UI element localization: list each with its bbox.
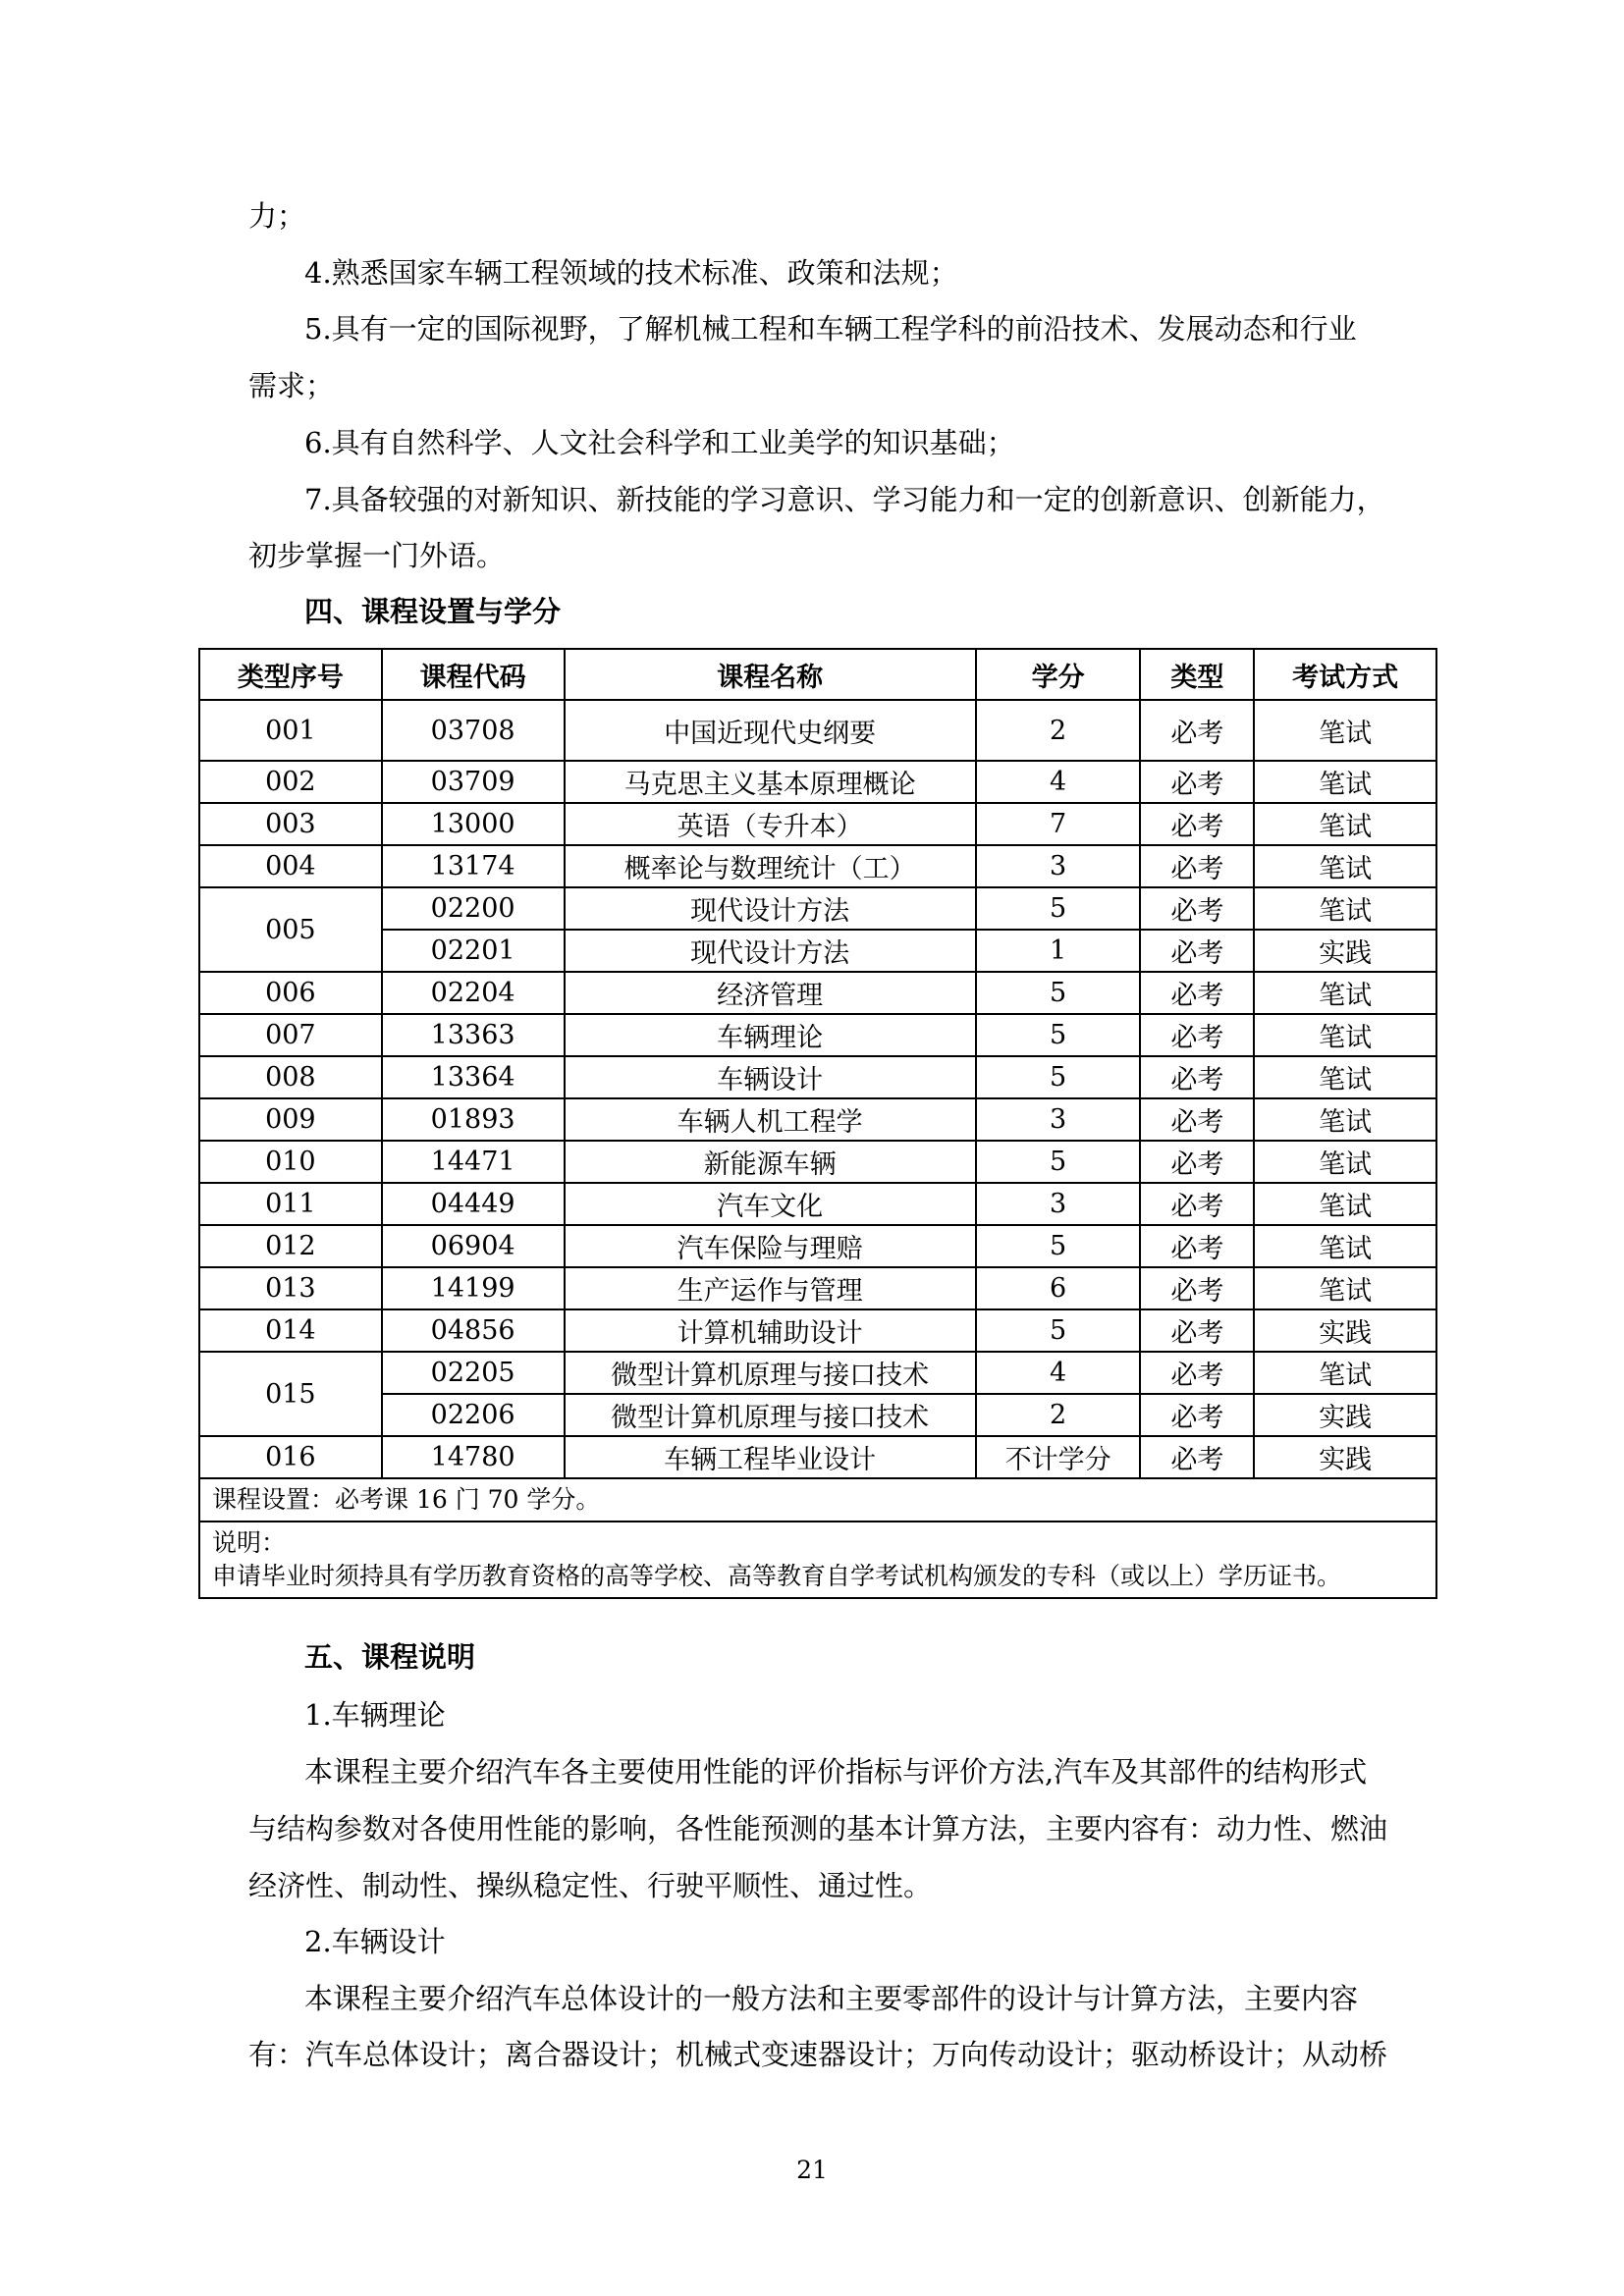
paragraph-line: 与结构参数对各使用性能的影响，各性能预测的基本计算方法，主要内容有：动力性、燃油 — [248, 1812, 1388, 1845]
table-row — [199, 700, 1436, 761]
cell-code: 14199 — [382, 1267, 565, 1309]
table-row — [199, 761, 1436, 803]
cell-exam: 笔试 — [1254, 972, 1436, 1014]
cell-code: 02204 — [382, 972, 565, 1014]
cell-code: 04449 — [382, 1183, 565, 1225]
cell-type: 必考 — [1140, 803, 1254, 845]
table-row — [199, 972, 1436, 1014]
paragraph-line: 初步掌握一门外语。 — [248, 539, 506, 572]
table-row — [199, 1352, 1436, 1394]
cell-type: 必考 — [1140, 761, 1254, 803]
section-heading: 四、课程设置与学分 — [304, 595, 562, 628]
note-cell — [199, 1522, 1436, 1598]
cell-seq: 010 — [199, 1141, 382, 1183]
cell-exam: 实践 — [1254, 1436, 1436, 1478]
cell-exam: 笔试 — [1254, 1267, 1436, 1309]
cell-exam: 笔试 — [1254, 1014, 1436, 1056]
cell-seq: 014 — [199, 1309, 382, 1352]
cell-exam: 实践 — [1254, 1394, 1436, 1436]
cell-code: 14780 — [382, 1436, 565, 1478]
cell-credit: 3 — [976, 1098, 1141, 1141]
table-row — [199, 1394, 1436, 1436]
paragraph-line: 本课程主要介绍汽车总体设计的一般方法和主要零部件的设计与计算方法，主要内容 — [304, 1982, 1359, 2015]
table-row — [199, 1056, 1436, 1098]
cell-type: 必考 — [1140, 1056, 1254, 1098]
cell-type: 必考 — [1140, 887, 1254, 930]
cell-credit: 不计学分 — [976, 1436, 1141, 1478]
cell-name: 现代设计方法 — [565, 887, 976, 930]
page-number: 21 — [796, 2156, 828, 2184]
cell-seq: 016 — [199, 1436, 382, 1478]
cell-code: 03709 — [382, 761, 565, 803]
note-text: 申请毕业时须持具有学历教育资格的高等学校、高等教育自学考试机构颁发的专科（或以上）学历证书。 — [212, 1562, 1342, 1590]
header-credit: 学分 — [976, 649, 1141, 700]
cell-seq: 008 — [199, 1056, 382, 1098]
course-title: 1.车辆理论 — [304, 1698, 446, 1732]
cell-name: 微型计算机原理与接口技术 — [565, 1352, 976, 1394]
table-row — [199, 1309, 1436, 1352]
cell-code: 13000 — [382, 803, 565, 845]
table-row — [199, 1098, 1436, 1141]
cell-credit: 3 — [976, 1183, 1141, 1225]
cell-credit: 3 — [976, 845, 1141, 887]
cell-name: 计算机辅助设计 — [565, 1309, 976, 1352]
cell-name: 英语（专升本） — [565, 803, 976, 845]
table-row — [199, 1141, 1436, 1183]
cell-exam: 笔试 — [1254, 1098, 1436, 1141]
cell-type: 必考 — [1140, 1267, 1254, 1309]
cell-name: 微型计算机原理与接口技术 — [565, 1394, 976, 1436]
cell-exam: 实践 — [1254, 930, 1436, 972]
cell-type: 必考 — [1140, 1225, 1254, 1267]
table-summary-row — [199, 1478, 1436, 1522]
cell-exam: 笔试 — [1254, 887, 1436, 930]
cell-name: 经济管理 — [565, 972, 976, 1014]
cell-code: 02206 — [382, 1394, 565, 1436]
cell-seq: 005 — [199, 887, 382, 972]
cell-name: 生产运作与管理 — [565, 1267, 976, 1309]
cell-credit: 5 — [976, 1309, 1141, 1352]
cell-type: 必考 — [1140, 1394, 1254, 1436]
cell-code: 02205 — [382, 1352, 565, 1394]
paragraph-line: 需求； — [248, 369, 335, 402]
cell-name: 汽车保险与理赔 — [565, 1225, 976, 1267]
cell-credit: 5 — [976, 1141, 1141, 1183]
paragraph-line: 力； — [248, 199, 306, 233]
paragraph-line: 6.具有自然科学、人文社会科学和工业美学的知识基础； — [304, 426, 1015, 459]
table-row — [199, 845, 1436, 887]
paragraph-line: 有：汽车总体设计；离合器设计；机械式变速器设计；万向传动设计；驱动桥设计；从动桥 — [248, 2038, 1388, 2071]
cell-type: 必考 — [1140, 1436, 1254, 1478]
cell-type: 必考 — [1140, 700, 1254, 761]
table-row — [199, 803, 1436, 845]
cell-code: 04856 — [382, 1309, 565, 1352]
paragraph-line: 5.具有一定的国际视野，了解机械工程和车辆工程学科的前沿技术、发展动态和行业 — [304, 312, 1357, 346]
cell-credit: 4 — [976, 1352, 1141, 1394]
cell-name: 车辆人机工程学 — [565, 1098, 976, 1141]
table-row — [199, 1436, 1436, 1478]
cell-name: 车辆理论 — [565, 1014, 976, 1056]
cell-exam: 笔试 — [1254, 803, 1436, 845]
cell-credit: 6 — [976, 1267, 1141, 1309]
cell-type: 必考 — [1140, 1014, 1254, 1056]
course-title: 2.车辆设计 — [304, 1925, 446, 1958]
table-header-row — [199, 649, 1436, 700]
cell-name: 车辆工程毕业设计 — [565, 1436, 976, 1478]
cell-exam: 实践 — [1254, 1309, 1436, 1352]
header-type: 类型 — [1140, 649, 1254, 700]
cell-seq: 013 — [199, 1267, 382, 1309]
paragraph-line: 经济性、制动性、操纵稳定性、行驶平顺性、通过性。 — [248, 1869, 933, 1902]
cell-credit: 2 — [976, 1394, 1141, 1436]
cell-exam: 笔试 — [1254, 845, 1436, 887]
cell-seq: 001 — [199, 700, 382, 761]
cell-exam: 笔试 — [1254, 1141, 1436, 1183]
cell-seq: 007 — [199, 1014, 382, 1056]
cell-type: 必考 — [1140, 1352, 1254, 1394]
cell-credit: 5 — [976, 1056, 1141, 1098]
cell-seq: 009 — [199, 1098, 382, 1141]
cell-credit: 5 — [976, 1225, 1141, 1267]
table-row — [199, 1225, 1436, 1267]
cell-exam: 笔试 — [1254, 1225, 1436, 1267]
cell-credit: 4 — [976, 761, 1141, 803]
paragraph-line: 4.熟悉国家车辆工程领域的技术标准、政策和法规； — [304, 256, 958, 290]
table-row — [199, 1183, 1436, 1225]
cell-type: 必考 — [1140, 1183, 1254, 1225]
cell-code: 02200 — [382, 887, 565, 930]
note-title: 说明： — [212, 1528, 287, 1557]
table-row — [199, 1267, 1436, 1309]
cell-type: 必考 — [1140, 1309, 1254, 1352]
cell-code: 14471 — [382, 1141, 565, 1183]
cell-seq: 015 — [199, 1352, 382, 1436]
header-name: 课程名称 — [565, 649, 976, 700]
cell-seq: 002 — [199, 761, 382, 803]
cell-exam: 笔试 — [1254, 1352, 1436, 1394]
paragraph-line: 本课程主要介绍汽车各主要使用性能的评价指标与评价方法,汽车及其部件的结构形式 — [304, 1755, 1368, 1789]
table-row — [199, 887, 1436, 930]
cell-code: 13364 — [382, 1056, 565, 1098]
cell-name: 汽车文化 — [565, 1183, 976, 1225]
cell-code: 02201 — [382, 930, 565, 972]
cell-seq: 006 — [199, 972, 382, 1014]
cell-exam: 笔试 — [1254, 1056, 1436, 1098]
paragraph-line: 7.具备较强的对新知识、新技能的学习意识、学习能力和一定的创新意识、创新能力， — [304, 483, 1385, 516]
cell-exam: 笔试 — [1254, 700, 1436, 761]
cell-seq: 004 — [199, 845, 382, 887]
cell-credit: 7 — [976, 803, 1141, 845]
header-code: 课程代码 — [382, 649, 565, 700]
cell-code: 03708 — [382, 700, 565, 761]
header-seq: 类型序号 — [199, 649, 382, 700]
cell-seq: 012 — [199, 1225, 382, 1267]
section-heading: 五、课程说明 — [304, 1640, 476, 1674]
table-note-row — [199, 1522, 1436, 1598]
cell-type: 必考 — [1140, 1141, 1254, 1183]
cell-code: 06904 — [382, 1225, 565, 1267]
cell-type: 必考 — [1140, 1098, 1254, 1141]
summary-text: 课程设置：必考课 16 门 70 学分。 — [199, 1478, 1436, 1522]
cell-exam: 笔试 — [1254, 761, 1436, 803]
cell-code: 13363 — [382, 1014, 565, 1056]
cell-credit: 5 — [976, 1014, 1141, 1056]
cell-name: 现代设计方法 — [565, 930, 976, 972]
cell-credit: 2 — [976, 700, 1141, 761]
cell-name: 概率论与数理统计（工） — [565, 845, 976, 887]
cell-name: 车辆设计 — [565, 1056, 976, 1098]
cell-name: 马克思主义基本原理概论 — [565, 761, 976, 803]
cell-type: 必考 — [1140, 845, 1254, 887]
cell-seq: 011 — [199, 1183, 382, 1225]
cell-code: 01893 — [382, 1098, 565, 1141]
cell-exam: 笔试 — [1254, 1183, 1436, 1225]
cell-name: 中国近现代史纲要 — [565, 700, 976, 761]
cell-code: 13174 — [382, 845, 565, 887]
course-table — [198, 648, 1437, 1599]
cell-type: 必考 — [1140, 972, 1254, 1014]
table-row — [199, 930, 1436, 972]
cell-type: 必考 — [1140, 930, 1254, 972]
header-exam: 考试方式 — [1254, 649, 1436, 700]
cell-name: 新能源车辆 — [565, 1141, 976, 1183]
cell-seq: 003 — [199, 803, 382, 845]
cell-credit: 5 — [976, 972, 1141, 1014]
table-row — [199, 1014, 1436, 1056]
cell-credit: 5 — [976, 887, 1141, 930]
cell-credit: 1 — [976, 930, 1141, 972]
